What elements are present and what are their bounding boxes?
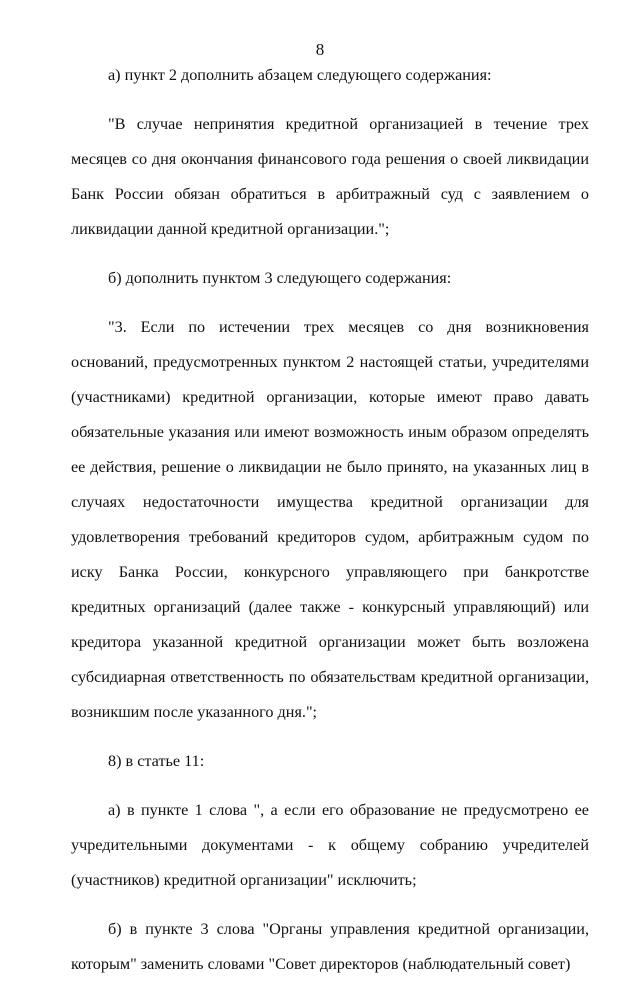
page-number: 8 [315,40,325,59]
paragraph-article-11: 8) в статье 11: [108,752,205,770]
paragraph-add-point-3: б) дополнить пунктом 3 следующего содержания: [108,269,452,287]
paragraph-article-11-point-1: а) в пункте 1 слова ", а если его образование не предусмотрено ее учредительными документами - к общему собранию учредителей (участников) кредитной организации" исключить; [71,801,589,889]
document-body [71,58,589,996]
paragraph-amend-point-2: а) пункт 2 дополнить абзацем следующего содержания: [108,66,492,84]
paragraph-article-11-point-3: б) в пункте 3 слова "Органы управления кредитной организации, которым" заменить словами "Совет директоров (наблюдательный совет) [71,920,589,973]
paragraph-liquidation-obligation: "В случае непринятия кредитной организацией в течение трех месяцев со дня окончания финансового года решения о своей ликвидации Банк России обязан обратиться в арбитражный суд с заявлением о ликвидации данной кредитной организации."; [71,115,589,238]
paragraph-subsidiary-liability: "3. Если по истечении трех месяцев со дня возникновения оснований, предусмотренных пунктом 2 настоящей статьи, учредителями (участниками) кредитной организации, которые имеют право давать обязательные указания или имеют возможность иным образом определять ее действия, решение о ликвидации не было принято, на указанных лиц в случаях недостаточности имущества кредитной организации для удовлетворения требований кредиторов судом, арбитражным судом по иску Банка России, конкурсного управляющего при банкротстве кредитных организаций (далее также - конкурсный управляющий) или кредитора указанной кредитной организации может быть возложена субсидиарная ответственность по обязательствам кредитной организации, возникшим после указанного дня."; [71,318,589,721]
